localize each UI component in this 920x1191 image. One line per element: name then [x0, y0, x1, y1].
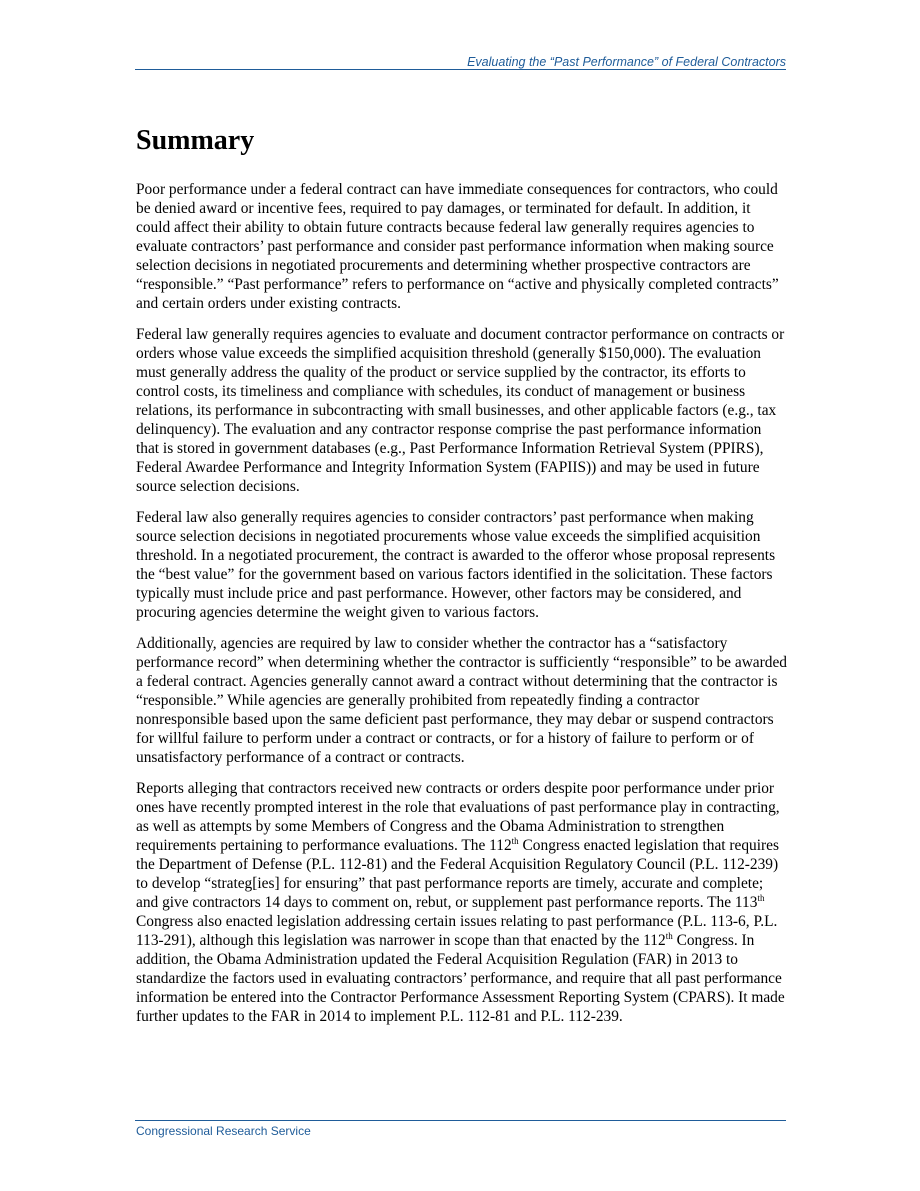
paragraph-consequences: Poor performance under a federal contract can have immediate consequences for contractors, who could be denied award or incentive fees, required to pay damages, or terminated for default. In addition, it could affect their ability to obtain future contracts because federal law generally requires agencies to evaluate contractors’ past performance and consider past performance information when making source selection decisions in negotiated procurements and determining whether prospective contractors are “responsible.” “Past performance” refers to performance on “active and physically completed contracts” and certain orders under existing contracts. — [136, 181, 779, 312]
paragraph-legislation — [136, 779, 788, 1026]
text-segment: Congress enacted legislation that requires the Department of Defense (P.L. 112-81) and the Federal Acquisition Regulatory Council (P.L. 112-239) to develop “strateg[ies] for ensuring” that past performance reports are timely, accurate and complete; and give contractors 14 days to comment on, rebut, or supplement past performance reports. The 113 — [136, 837, 779, 911]
text-segment: Congress also enacted legislation addressing certain issues relating to past performance (P.L. 113-6, P.L. 113-291), although this legislation was narrower in scope than that enacted by the 112 — [136, 913, 778, 949]
paragraph-evaluation: Federal law generally requires agencies to evaluate and document contractor performance on contracts or orders whose value exceeds the simplified acquisition threshold (generally $150,000). The evaluation must generally address the quality of the product or service supplied by the contractor, its efforts to control costs, its timeliness and compliance with schedules, its conduct of management or business relations, its performance in subcontracting with small businesses, and other applicable factors (e.g., tax delinquency). The evaluation and any contractor response comprise the past performance information that is stored in government databases (e.g., Past Performance Information Retrieval System (PPIRS), Federal Awardee Performance and Integrity Information System (FAPIIS)) and may be used in future source selection decisions. — [136, 326, 785, 495]
header-divider — [135, 69, 786, 70]
running-header: Evaluating the “Past Performance” of Federal Contractors — [467, 55, 786, 69]
page-body — [136, 118, 788, 1038]
paragraph-source-selection: Federal law also generally requires agencies to consider contractors’ past performance when making source selection decisions in negotiated procurements whose value exceeds the simplified acquisition threshold. In a negotiated procurement, the contract is awarded to the offeror whose proposal represents the “best value” for the government based on various factors identified in the solicitation. These factors typically must include price and past performance. However, other factors may be considered, and procuring agencies determine the weight given to various factors. — [136, 509, 776, 621]
text-segment: Reports alleging that contractors received new contracts or orders despite poor performance under prior ones have recently prompted interest in the role that evaluations of past performance play in contracting, as well as attempts by some Members of Congress and the Obama Administration to strengthen requirements pertaining to performance evaluations. The 112 — [136, 780, 780, 854]
paragraph-responsibility: Additionally, agencies are required by law to consider whether the contractor has a “satisfactory performance record” when determining whether the contractor is sufficiently “responsible” to be awarded a federal contract. Agencies generally cannot award a contract without determining that the contractor is “responsible.” While agencies are generally prohibited from repeatedly finding a contractor nonresponsible based upon the same deficient past performance, they may debar or suspend contractors for willful failure to perform under a contract or contracts, or for a history of failure to perform or of unsatisfactory performance of a contract or contracts. — [136, 635, 787, 766]
ordinal-suffix: th — [757, 892, 765, 903]
page-footer: Congressional Research Service — [136, 1124, 311, 1138]
ordinal-suffix: th — [511, 835, 519, 846]
footer-divider — [135, 1120, 786, 1121]
section-title: Summary — [136, 125, 255, 156]
text-segment: Congress. In addition, the Obama Administration updated the Federal Acquisition Regulation (FAR) in 2013 to standardize the factors used in evaluating contractors’ performance, and require that all past performance information be entered into the Contractor Performance Assessment Reporting System (CPARS). It made further updates to the FAR in 2014 to implement P.L. 112-81 and P.L. 112-239. — [136, 932, 785, 1025]
ordinal-suffix: th — [665, 930, 673, 941]
